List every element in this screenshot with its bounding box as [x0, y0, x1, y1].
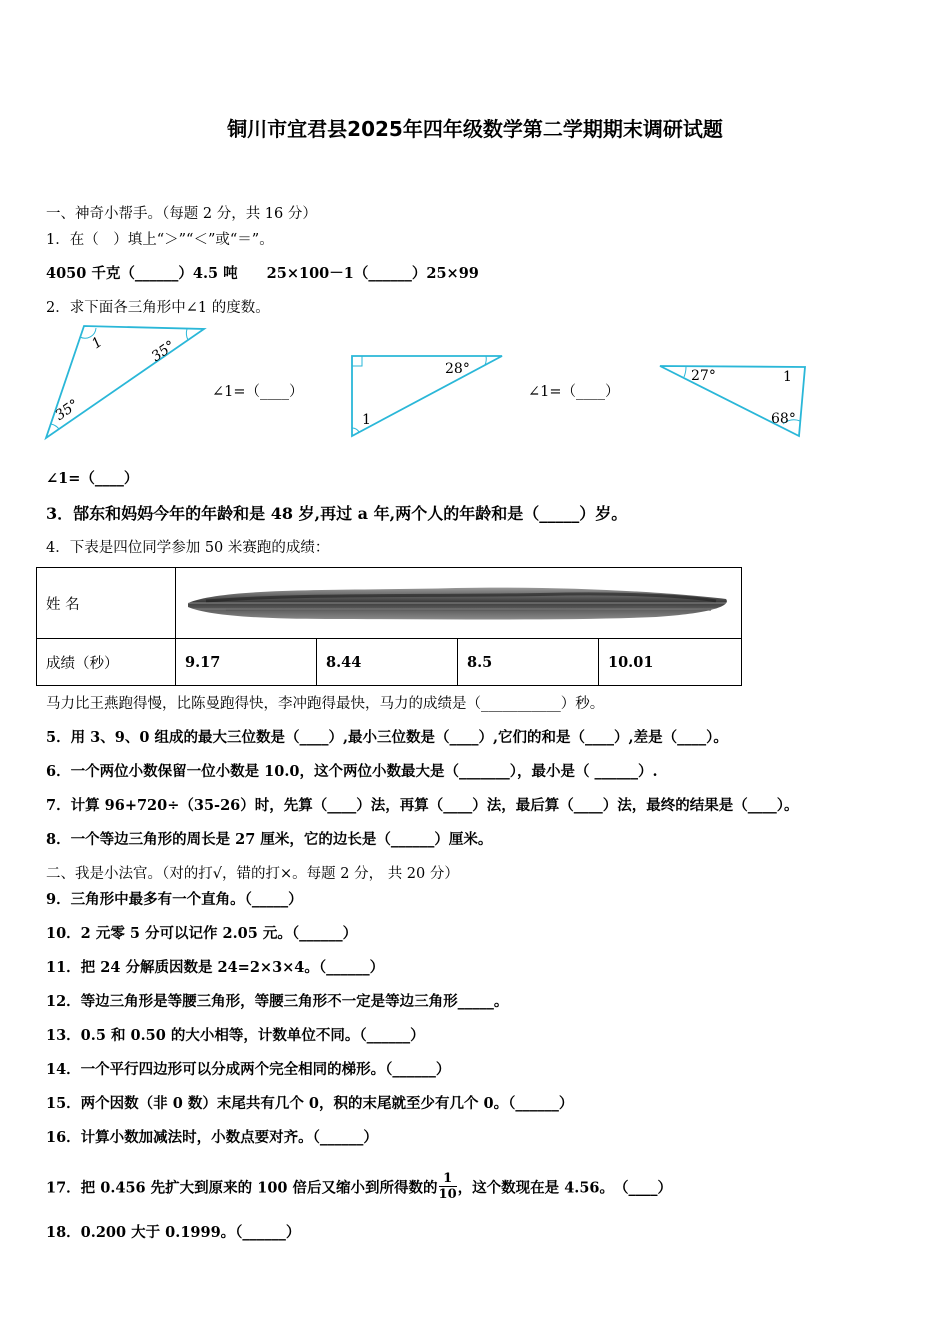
triangle-2-shape	[352, 356, 502, 436]
triangle-3-angle-left: 27°	[691, 368, 716, 384]
question-15: 15．两个因数（非 0 数）末尾共有几个 0，积的末尾就至少有几个 0。（______）	[46, 1095, 574, 1112]
triangle-1-angle-top: 35°	[148, 337, 179, 366]
fraction-numerator: 1	[439, 1171, 457, 1187]
question-12: 12．等边三角形是等腰三角形，等腰三角形不一定是等边三角形_____。	[46, 993, 509, 1010]
fraction-denominator: 10	[438, 1187, 457, 1202]
question-17	[46, 1173, 672, 1204]
question-8: 8．一个等边三角形的周长是 27 厘米，它的边长是（______）厘米。	[46, 831, 493, 848]
score-cell: 9.17	[176, 639, 317, 686]
score-cell: 8.5	[458, 639, 599, 686]
section-1-heading: 一、神奇小帮手。（每题 2 分，共 16 分）	[46, 206, 317, 222]
triangle-3-angle-bottom: 68°	[771, 411, 796, 427]
question-4: 4．下表是四位同学参加 50 米赛跑的成绩：	[46, 540, 330, 556]
question-6: 6．一个两位小数保留一位小数是 10.0，这个两位小数最大是（_______），最小是（ ______）.	[46, 763, 658, 780]
score-cell: 8.44	[317, 639, 458, 686]
page-title: 铜川市宜君县2025年四年级数学第二学期期末调研试题	[227, 117, 723, 141]
triangle-2-angle-top: 28°	[445, 361, 470, 377]
triangle-2-answer: ∠1=（____）	[528, 384, 620, 400]
question-9: 9．三角形中最多有一个直角。（_____）	[46, 891, 303, 908]
question-11: 11．把 24 分解质因数是 24=2×3×4。（______）	[46, 959, 385, 976]
triangle-3-answer: ∠1=（____）	[46, 470, 139, 487]
question-7: 7．计算 96+720÷（35-26）时，先算（____）法，再算（____）法，最后算（____）法，最终的结果是（____）。	[46, 797, 799, 814]
score-cell: 10.01	[599, 639, 742, 686]
triangle-3-angle-1: 1	[783, 369, 792, 385]
section-2-heading: 二、我是小法官。（对的打√，错的打×。每题 2 分， 共 20 分）	[46, 866, 459, 882]
question-1: 1．在（ ）填上“＞”“＜”或“＝”。	[46, 232, 274, 248]
question-13: 13．0.5 和 0.50 的大小相等，计数单位不同。（______）	[46, 1027, 425, 1044]
name-header: 姓 名	[37, 568, 176, 639]
question-5: 5．用 3、9、0 组成的最大三位数是（____）,最小三位数是（____）,它们的和是（____）,差是（____）。	[46, 729, 728, 746]
redacted-names-smudge	[186, 583, 731, 623]
names-redacted-cell	[176, 568, 742, 639]
triangle-1-answer: ∠1=（____）	[212, 384, 304, 400]
triangle-figure-2	[346, 350, 508, 442]
question-10: 10．2 元零 5 分可以记作 2.05 元。（______）	[46, 925, 358, 942]
triangle-1-angle-1: 1	[88, 334, 106, 353]
question-18: 18．0.200 大于 0.1999。（______）	[46, 1224, 301, 1241]
question-17-text-before: 17．把 0.456 先扩大到原来的 100 倍后又缩小到所得数的	[46, 1179, 438, 1197]
triangle-1-angle-bottom: 35°	[52, 396, 82, 424]
triangle-figure-3	[654, 360, 812, 442]
question-17-text-after: ，这个数现在是 4.56。 （____）	[457, 1179, 673, 1197]
score-header: 成绩（秒）	[37, 639, 176, 686]
question-16: 16．计算小数加减法时，小数点要对齐。（______）	[46, 1129, 378, 1146]
question-1-items: 4050 千克（______）4.5 吨 25×100－1（______）25×99	[46, 265, 479, 282]
question-4-followup: 马力比王燕跑得慢，比陈曼跑得快，李冲跑得最快，马力的成绩是（___________）秒。	[46, 696, 605, 712]
question-3: 3．郜东和妈妈今年的年龄和是 48 岁,再过 a 年,两个人的年龄和是（_____）岁。	[46, 504, 628, 523]
question-14: 14．一个平行四边形可以分成两个完全相同的梯形。（______）	[46, 1061, 451, 1078]
triangle-2-angle-1: 1	[362, 412, 371, 428]
score-table	[36, 567, 742, 686]
triangle-figure-1	[40, 320, 212, 444]
fraction	[439, 1171, 457, 1202]
question-2: 2．求下面各三角形中∠1 的度数。	[46, 300, 270, 316]
triangle-1-shape	[46, 326, 204, 438]
